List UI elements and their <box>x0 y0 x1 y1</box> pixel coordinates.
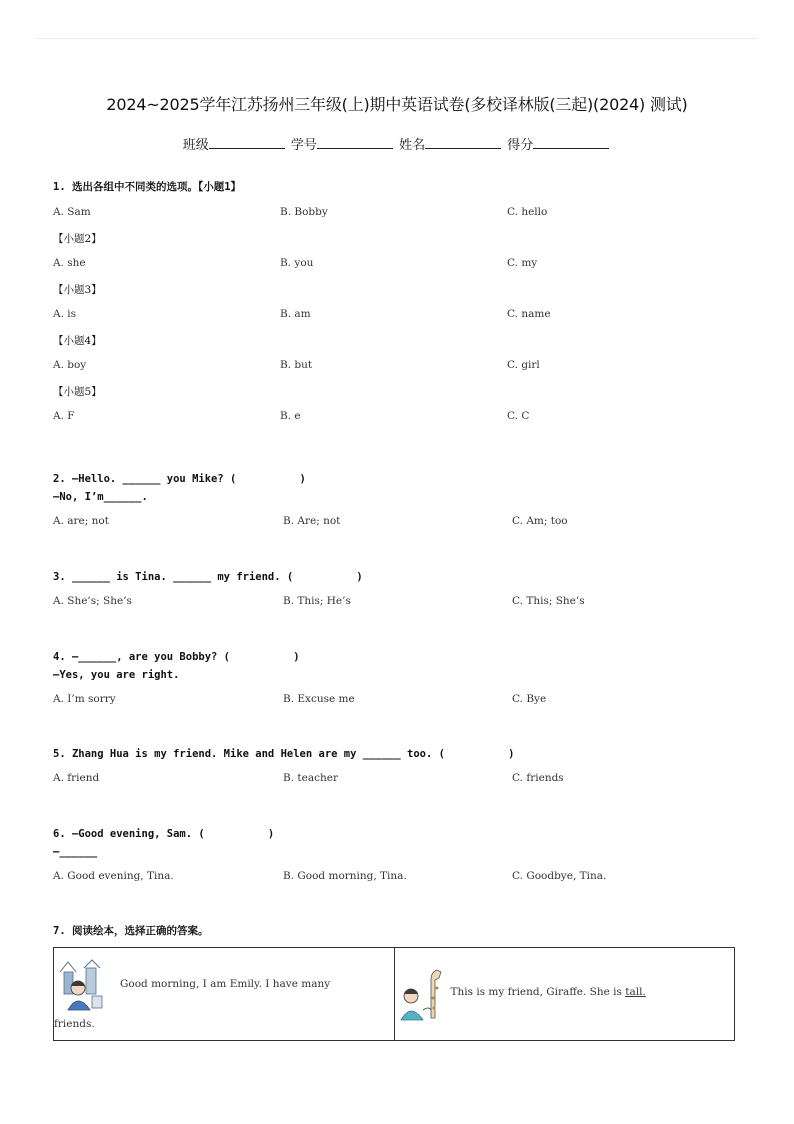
q6-line2: —______ <box>53 846 98 858</box>
cell-2-underlined-word: tall. <box>625 986 646 998</box>
q1-1-option-c: C. hello <box>507 206 548 218</box>
picture-book-cell-1 <box>54 948 395 1041</box>
q3-option-a: A. She’s; She’s <box>53 595 132 607</box>
number-label: 学号 <box>290 138 317 153</box>
q5-line1: 5. Zhang Hua is my friend. Mike and Helen are my ______ too. ( ) <box>53 748 515 760</box>
cell-2-text <box>451 986 646 998</box>
cell-1-line-1: Good morning, I am Emily. I have many <box>120 978 331 990</box>
page-title: 2024~2025学年江苏扬州三年级(上)期中英语试卷(多校译林版(三起)(2024) 测试) <box>106 95 688 114</box>
q1-3-label: 【小题3】 <box>53 284 102 296</box>
q1-3-option-a: A. is <box>53 308 77 320</box>
q2-option-b: B. Are; not <box>283 515 341 527</box>
name-label: 姓名 <box>399 138 426 153</box>
cell-2-sentence: This is my friend, Giraffe. She is <box>450 986 626 998</box>
q1-1-option-b: B. Bobby <box>280 206 328 218</box>
q3-option-c: C. This; She’s <box>512 595 585 607</box>
q2-line2: —No, I’m______. <box>53 491 148 503</box>
q1-4-option-c: C. girl <box>507 359 540 371</box>
q1-stem: 1. 选出各组中不同类的选项。【小题1】 <box>53 181 242 193</box>
q1-2-option-a: A. she <box>53 257 86 269</box>
q4-option-c: C. Bye <box>512 693 547 705</box>
q5-option-c: C. friends <box>512 772 564 784</box>
q5-option-a: A. friend <box>53 772 100 784</box>
q1-5-option-b: B. e <box>280 410 301 422</box>
q2-option-c: C. Am; too <box>512 515 568 527</box>
cell-1-line-2: friends. <box>54 1018 95 1030</box>
q7-stem: 7. 阅读绘本，选择正确的答案。 <box>53 925 209 937</box>
score-label: 得分 <box>507 138 534 153</box>
q1-3-option-b: B. am <box>280 308 311 320</box>
picture-book-table <box>53 947 735 1041</box>
q1-2-option-b: B. you <box>280 257 314 269</box>
q3-option-b: B. This; He’s <box>283 595 351 607</box>
giraffe-illustration-icon <box>397 966 447 1022</box>
q6-option-c: C. Goodbye, Tina. <box>512 870 607 882</box>
q5-option-b: B. teacher <box>283 772 338 784</box>
top-divider <box>36 38 758 39</box>
q1-4-option-a: A. boy <box>53 359 87 371</box>
q6-option-a: A. Good evening, Tina. <box>53 870 174 882</box>
class-label: 班级 <box>182 138 209 153</box>
q1-3-option-c: C. name <box>507 308 551 320</box>
picture-book-cell-2 <box>394 948 735 1041</box>
student-info-line <box>0 134 794 153</box>
q1-2-label: 【小题2】 <box>53 233 102 245</box>
q4-line1: 4. —______, are you Bobby? ( ) <box>53 651 300 663</box>
q1-5-option-c: C. C <box>507 410 530 422</box>
class-blank <box>209 136 285 149</box>
q2-line1: 2. —Hello. ______ you Mike? ( ) <box>53 473 306 485</box>
q3-line1: 3. ______ is Tina. ______ my friend. ( ) <box>53 571 363 583</box>
q4-line2: —Yes, you are right. <box>53 669 180 681</box>
q1-4-option-b: B. but <box>280 359 313 371</box>
name-blank <box>425 136 501 149</box>
q4-option-b: B. Excuse me <box>283 693 355 705</box>
q1-1-option-a: A. Sam <box>53 206 91 218</box>
q6-line1: 6. —Good evening, Sam. ( ) <box>53 828 275 840</box>
score-blank <box>533 136 609 149</box>
q6-option-b: B. Good morning, Tina. <box>283 870 407 882</box>
q1-4-label: 【小题4】 <box>53 335 102 347</box>
q1-2-option-c: C. my <box>507 257 538 269</box>
q4-option-a: A. I’m sorry <box>53 693 116 705</box>
q1-5-label: 【小题5】 <box>53 386 102 398</box>
number-blank <box>317 136 393 149</box>
emily-illustration-icon <box>56 958 106 1012</box>
q2-option-a: A. are; not <box>53 515 109 527</box>
q1-5-option-a: A. F <box>53 410 75 422</box>
